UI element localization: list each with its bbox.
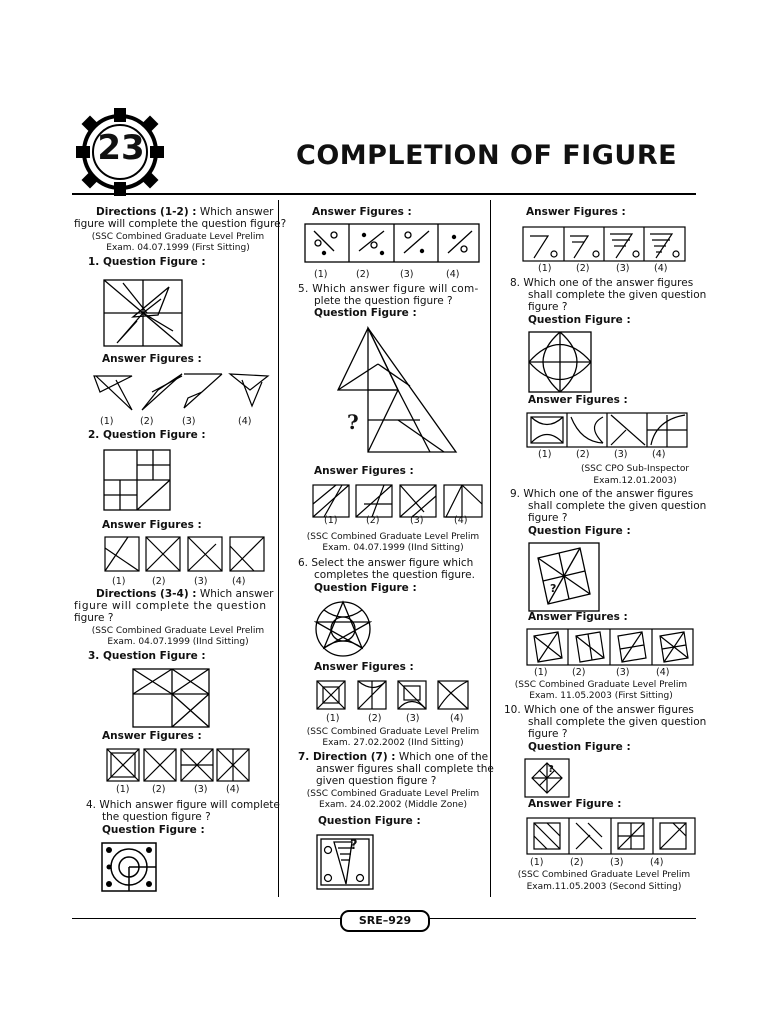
question-1-label: 1. Question Figure : [88,256,206,268]
answer-label: (1) [530,857,544,868]
question-2-label: 2. Question Figure : [88,429,206,441]
answer-label: (1) [314,269,328,280]
source-citation: (SSC Combined Graduate Level Prelim [514,680,688,690]
answer-label: (3) [616,263,630,274]
directions-text: figure ? [74,612,114,624]
question-8-label: Question Figure : [528,314,631,326]
source-citation: (SSC Combined Graduate Level Prelim [306,789,480,799]
question-7-text: answer figures shall complete the [316,763,494,775]
answer-label: (2) [152,784,166,795]
column-divider-2 [490,200,491,897]
answer-label: (3) [194,784,208,795]
source-citation: Exam. 04.07.1999 (First Sitting) [106,243,250,253]
question-9-figure [528,542,600,612]
answer-label: (3) [182,416,196,427]
answer-label: (1) [538,263,552,274]
question-7-label: Question Figure : [318,815,421,827]
answer-label: (2) [366,515,380,526]
directions-text: Which answer [199,206,274,218]
question-1-figure [103,279,183,347]
source-citation: Exam. 27.02.2002 (IInd Sitting) [322,738,464,748]
answer-label: (2) [368,713,382,724]
directions-text: figure will complete the question [74,600,267,612]
answer-figures-6 [316,680,476,710]
question-4-label: Question Figure : [102,824,205,836]
question-7-figure [316,834,374,890]
answer-label: (4) [226,784,240,795]
question-6-text: completes the question figure. [314,569,475,581]
question-6-label: Question Figure : [314,582,417,594]
source-citation: Exam. 11.05.2003 (First Sitting) [529,691,673,701]
answer-label: (3) [614,449,628,460]
source-citation: (SSC Combined Graduate Level Prelim [306,532,480,542]
answer-label: (2) [572,667,586,678]
question-mark: ? [550,582,557,595]
question-6-figure [314,600,372,658]
answer-label: (4) [232,576,246,587]
question-5-text: 5. Which answer figure will com- [298,283,479,295]
answer-label: (1) [326,713,340,724]
answer-label: (4) [454,515,468,526]
source-citation: (SSC Combined Graduate Level Prelim [306,727,480,737]
question-7-text [298,751,488,764]
chapter-number: 23 [97,128,145,168]
question-4-figure [101,842,157,892]
answer-figures-1 [92,370,272,412]
question-8-figure [528,331,592,393]
answer-label: (1) [324,515,338,526]
source-citation: Exam. 04.07.1999 (IInd Sitting) [107,637,249,647]
answer-label: (4) [656,667,670,678]
answer-label: (2) [152,576,166,587]
question-5-figure [334,324,458,456]
answer-label: (4) [238,416,252,427]
answer-label: (3) [400,269,414,280]
answer-figures-7-label: Answer Figures : [526,206,626,218]
question-9-text: shall complete the given question [528,500,707,512]
answer-label: (4) [652,449,666,460]
question-3-figure [132,668,210,728]
question-7-text: given question figure ? [316,775,437,787]
direction-heading: 7. Direction (7) : [298,751,396,763]
directions-3-4 [96,588,274,601]
direction-text: Which one of the [398,751,489,763]
answer-label: (1) [100,416,114,427]
directions-heading: Directions (1-2) : [96,206,197,218]
source-citation: Exam.11.05.2003 (Second Sitting) [526,882,682,892]
answer-label: (1) [538,449,552,460]
question-mark: ? [347,410,359,434]
answer-label: (1) [534,667,548,678]
answer-figures-4-label: Answer Figures : [312,206,412,218]
answer-figures-4 [304,223,480,263]
question-8-text: 8. Which one of the answer figures [510,277,694,289]
directions-text: Which answer [199,588,274,600]
question-10-text: figure ? [528,728,568,740]
question-4-text: 4. Which answer figure will complete [86,799,280,811]
source-citation: (SSC Combined Graduate Level Prelim [91,626,265,636]
page-number-badge: SRE–929 [340,910,430,932]
answer-figures-2 [104,536,266,572]
answer-label: (3) [410,515,424,526]
question-6-text: 6. Select the answer figure which [298,557,474,569]
answer-figures-7 [522,226,686,262]
header-rule [72,193,696,195]
answer-figures-5 [312,484,484,518]
answer-figures-10-label: Answer Figure : [528,798,622,810]
answer-figures-3-label: Answer Figures : [102,730,202,742]
question-3-label: 3. Question Figure : [88,650,206,662]
answer-label: (3) [610,857,624,868]
source-citation: (SSC Combined Graduate Level Prelim [517,870,691,880]
answer-figures-3 [106,748,250,782]
question-10-label: Question Figure : [528,741,631,753]
answer-label: (3) [194,576,208,587]
answer-label: (1) [116,784,130,795]
answer-figures-9 [526,628,694,666]
answer-figures-10 [526,817,696,855]
answer-figures-8-label: Answer Figures : [528,394,628,406]
source-citation: Exam. 24.02.2002 (Middle Zone) [319,800,467,810]
question-10-text: 10. Which one of the answer figures [504,704,694,716]
directions-text: figure will complete the question figure? [74,218,287,230]
directions-heading: Directions (3-4) : [96,588,197,600]
directions-1-2 [96,206,274,219]
question-mark: ? [350,838,358,853]
answer-label: (2) [576,263,590,274]
source-citation: Exam. 04.07.1999 (IInd Sitting) [322,543,464,553]
question-5-label: Question Figure : [314,307,417,319]
question-10-figure [524,758,570,798]
answer-label: (4) [650,857,664,868]
answer-label: (2) [570,857,584,868]
answer-label: (2) [140,416,154,427]
answer-figures-5-label: Answer Figures : [314,465,414,477]
column-divider-1 [278,200,279,897]
question-2-figure [103,449,171,511]
question-9-text: 9. Which one of the answer figures [510,488,694,500]
question-8-text: figure ? [528,301,568,313]
question-10-text: shall complete the given question [528,716,707,728]
answer-label: (2) [576,449,590,460]
answer-figures-1-label: Answer Figures : [102,353,202,365]
question-9-text: figure ? [528,512,568,524]
question-8-text: shall complete the given question [528,289,707,301]
question-mark: ? [548,764,554,775]
answer-label: (4) [446,269,460,280]
answer-figures-9-label: Answer Figures : [528,611,628,623]
question-9-label: Question Figure : [528,525,631,537]
chapter-title: COMPLETION OF FIGURE [296,140,678,171]
answer-figures-6-label: Answer Figures : [314,661,414,673]
source-citation: (SSC Combined Graduate Level Prelim [91,232,265,242]
source-citation: (SSC CPO Sub-Inspector [580,464,690,474]
answer-label: (4) [450,713,464,724]
answer-label: (3) [406,713,420,724]
answer-figures-8 [526,412,688,448]
question-4-text: the question figure ? [102,811,211,823]
answer-figures-2-label: Answer Figures : [102,519,202,531]
answer-label: (4) [654,263,668,274]
answer-label: (3) [616,667,630,678]
source-citation: Exam.12.01.2003) [593,476,677,486]
answer-label: (2) [356,269,370,280]
question-5-text: plete the question figure ? [314,295,453,307]
answer-label: (1) [112,576,126,587]
